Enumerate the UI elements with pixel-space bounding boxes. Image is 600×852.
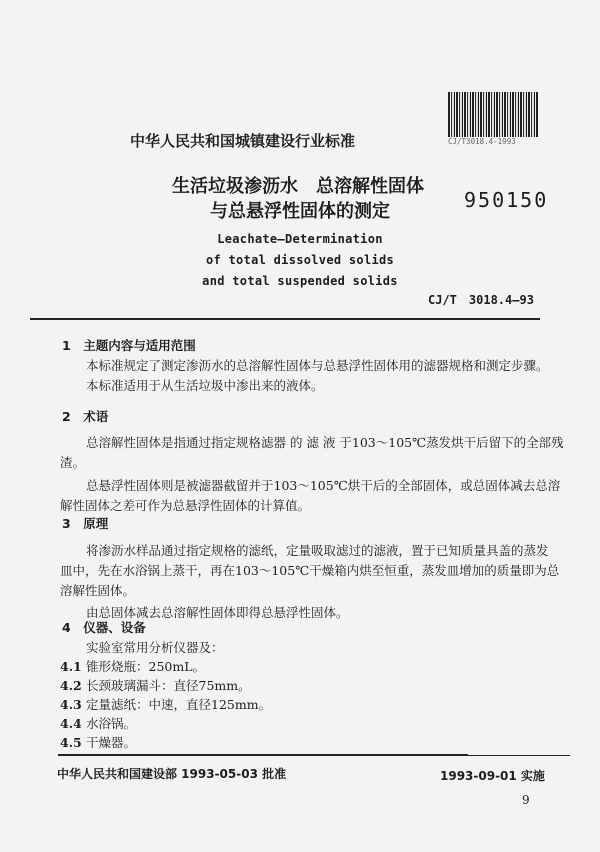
list-item — [60, 676, 251, 694]
item-number: 4.5 — [60, 735, 82, 750]
section-heading: 3 原理 — [62, 516, 109, 531]
standard-number: CJ/T 3018.4—93 — [428, 293, 534, 307]
item-text: 水浴锅。 — [86, 716, 137, 731]
paragraph: 渣。 — [60, 455, 86, 470]
issuer-heading: 中华人民共和国城镇建设行业标准 — [130, 132, 356, 150]
item-number: 4.2 — [60, 678, 82, 693]
item-text: 锥形烧瓶：250mL。 — [86, 659, 206, 674]
paragraph: 溶解性固体。 — [60, 583, 136, 598]
item-number: 4.1 — [60, 659, 82, 674]
list-item — [60, 657, 205, 675]
english-title-line: and total suspended solids — [202, 274, 398, 288]
header-rule — [30, 318, 540, 320]
paragraph: 解性固体之差可作为总悬浮性固体的计算值。 — [60, 498, 311, 513]
title-line-1: 生活垃圾渗沥水 总溶解性固体 — [172, 176, 424, 197]
english-title-line: of total dissolved solids — [205, 253, 395, 267]
barcode — [448, 92, 538, 137]
english-title-line: Leachate—Determination — [217, 232, 383, 246]
approval-text: 中华人民共和国建设部 1993-05-03 批准 — [57, 767, 287, 781]
item-text: 干燥器。 — [86, 735, 137, 750]
code-number: 950150 — [464, 188, 549, 212]
paragraph: 皿中，先在水浴锅上蒸干，再在103～105℃干燥箱内烘至恒重，蒸发皿增加的质量即为总 — [60, 563, 560, 578]
paragraph: 将渗沥水样品通过指定规格的滤纸，定量吸取滤过的滤液，置于已知质量具盖的蒸发 — [86, 543, 549, 558]
effective-date: 1993-09-01 实施 — [440, 769, 545, 783]
item-text: 定量滤纸：中速，直径125mm。 — [86, 697, 272, 712]
item-text: 长颈玻璃漏斗：直径75mm。 — [86, 678, 251, 693]
paragraph: 总悬浮性固体则是被滤器截留并于103～105℃烘干后的全部固体，或总固体减去总溶 — [86, 478, 561, 493]
title-line-2: 与总悬浮性固体的测定 — [210, 201, 390, 222]
section-heading: 2 术语 — [62, 409, 109, 424]
paragraph: 本标准规定了测定渗沥水的总溶解性固体与总悬浮性固体用的滤器规格和测定步骤。 — [86, 358, 549, 373]
paragraph: 实验室常用分析仪器及： — [86, 640, 224, 655]
section-heading: 4 仪器、设备 — [62, 620, 146, 635]
list-item — [60, 733, 136, 751]
item-number: 4.4 — [60, 716, 82, 731]
paragraph: 本标准适用于从生活垃圾中渗出来的液体。 — [86, 378, 324, 393]
footer-rule — [58, 754, 468, 756]
barcode-text: CJ/T3018.4-1993 — [448, 137, 516, 146]
list-item — [60, 695, 271, 713]
list-item — [60, 714, 136, 732]
item-number: 4.3 — [60, 697, 82, 712]
footer-rule-end — [468, 755, 570, 756]
section-heading: 1 主题内容与适用范围 — [62, 338, 196, 353]
page-number: 9 — [522, 793, 530, 807]
paragraph: 总溶解性固体是指通过指定规格滤器 的 滤 液 于103～105℃蒸发烘干后留下的全部残 — [86, 435, 564, 450]
paragraph: 由总固体减去总溶解性固体即得总悬浮性固体。 — [86, 605, 349, 620]
